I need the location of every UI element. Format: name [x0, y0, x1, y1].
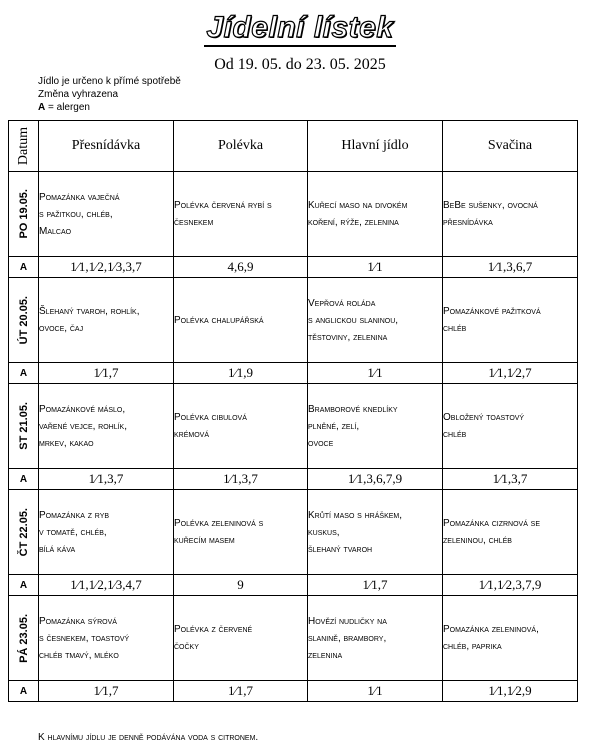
meal-cell — [443, 278, 578, 363]
meal-text: Polévka zeleninová s kuřecím masem — [174, 518, 264, 546]
day-row — [9, 172, 578, 257]
meal-cell — [443, 172, 578, 257]
meal-text: Polévka červená rybí s česnekem — [174, 200, 272, 228]
header-main-dish: Hlavní jídlo — [308, 121, 443, 172]
meal-cell — [443, 596, 578, 681]
allergen-cell: 1⁄1 — [308, 257, 443, 278]
allergen-row — [9, 575, 578, 596]
meal-text: BeBe sušenky, ovocná přesnídávka — [443, 200, 538, 228]
allergen-cell: 4,6,9 — [174, 257, 308, 278]
allergen-row-label: A — [9, 469, 39, 490]
meal-cell — [174, 278, 308, 363]
allergen-cell: 1⁄1,3,6,7 — [443, 257, 578, 278]
day-label: PÁ 23.05. — [17, 613, 30, 663]
meal-cell — [39, 384, 174, 469]
allergen-row-label: A — [9, 257, 39, 278]
meal-cell — [174, 172, 308, 257]
allergen-row — [9, 469, 578, 490]
day-label: ČT 22.05. — [17, 507, 30, 557]
meal-cell — [308, 172, 443, 257]
allergen-cell: 1⁄1,7 — [39, 681, 174, 702]
title-wrap — [0, 12, 600, 47]
meal-cell — [174, 384, 308, 469]
day-row — [9, 596, 578, 681]
allergen-cell: 1⁄1,3,7 — [39, 469, 174, 490]
note-allergen — [38, 101, 181, 114]
day-row — [9, 278, 578, 363]
day-cell — [9, 596, 39, 681]
notes-block — [38, 75, 181, 114]
allergen-cell: 1⁄1 — [308, 681, 443, 702]
page-title: Jídelní lístek — [204, 12, 395, 47]
allergen-key-text: = alergen — [45, 102, 90, 113]
meal-cell — [39, 490, 174, 575]
meal-text: Polévka z červené čočky — [174, 624, 253, 652]
day-label: ÚT 20.05. — [17, 295, 30, 345]
date-range: Od 19. 05. do 23. 05. 2025 — [214, 56, 386, 73]
allergen-cell: 1⁄1,1⁄2,1⁄3,3,7 — [39, 257, 174, 278]
allergen-key: A — [38, 102, 46, 113]
allergen-cell: 1⁄1,3,6,7,9 — [308, 469, 443, 490]
allergen-cell: 1⁄1,7 — [308, 575, 443, 596]
meal-text: Pomazánkové pažitková chléb — [443, 306, 541, 334]
allergen-cell: 1⁄1,3,7 — [174, 469, 308, 490]
allergen-row-label: A — [9, 575, 39, 596]
meal-cell — [443, 490, 578, 575]
meal-cell — [39, 596, 174, 681]
day-cell — [9, 278, 39, 363]
meal-cell — [174, 596, 308, 681]
meal-cell — [308, 596, 443, 681]
allergen-row — [9, 363, 578, 384]
day-cell — [9, 384, 39, 469]
meal-cell — [308, 384, 443, 469]
allergen-cell: 1⁄1,1⁄2,7 — [443, 363, 578, 384]
meal-text: Pomazánka vaječná s pažitkou, chléb, Malcao — [39, 191, 120, 237]
allergen-row-label: A — [9, 363, 39, 384]
meal-text: Polévka cibulová krémová — [174, 412, 247, 440]
meal-text: Vepřová roláda s anglickou slaninou, těstoviny, zelenina — [308, 297, 399, 343]
meal-text: Pomazánka z ryb v tomatě, chléb, bílá káva — [39, 509, 110, 555]
meal-text: Bramborové knedlíky plněné, zelí, ovoce — [308, 403, 398, 449]
header-snack-afternoon: Svačina — [443, 121, 578, 172]
meal-text: Pomazánka zeleninová, chléb, paprika — [443, 624, 539, 652]
note-change: Změna vyhrazena — [38, 89, 119, 100]
allergen-cell: 1⁄1,1⁄2,9 — [443, 681, 578, 702]
meal-text: Kuřecí maso na divokém koření, rýže, zelenina — [308, 200, 408, 228]
day-row — [9, 384, 578, 469]
header-datum-label: Datum — [15, 126, 31, 166]
meal-text: Šlehaný tvaroh, rohlík, ovoce, čaj — [39, 306, 140, 334]
header-datum — [9, 121, 39, 172]
allergen-cell: 1⁄1,1⁄2,1⁄3,4,7 — [39, 575, 174, 596]
day-label: PO 19.05. — [17, 189, 30, 239]
allergen-cell: 1⁄1,7 — [39, 363, 174, 384]
meal-text: Krůtí maso s hráškem, kuskus, šlehaný tvaroh — [308, 509, 403, 555]
allergen-cell: 1⁄1,9 — [174, 363, 308, 384]
allergen-row — [9, 257, 578, 278]
note-consumption: Jídlo je určeno k přímé spotřebě — [38, 76, 181, 87]
menu-body — [9, 172, 578, 702]
meal-text: Pomazánka cizrnová se zeleninou, chléb — [443, 518, 541, 546]
meal-text: Pomazánkové máslo, vařené vejce, rohlík, mrkev, kakao — [39, 403, 128, 449]
day-cell — [9, 172, 39, 257]
meal-cell — [174, 490, 308, 575]
day-cell — [9, 490, 39, 575]
allergen-cell: 1⁄1,3,7 — [443, 469, 578, 490]
day-row — [9, 490, 578, 575]
menu-table — [8, 120, 578, 702]
allergen-cell: 1⁄1,7 — [174, 681, 308, 702]
day-label: ST 21.05. — [17, 402, 30, 450]
meal-cell — [308, 490, 443, 575]
allergen-cell: 9 — [174, 575, 308, 596]
header-snack-morning: Přesnídávka — [39, 121, 174, 172]
meal-text: Pomazánka sýrová s česnekem, toastový chléb tmavý, mléko — [39, 615, 130, 661]
allergen-cell: 1⁄1 — [308, 363, 443, 384]
meal-cell — [39, 278, 174, 363]
allergen-row — [9, 681, 578, 702]
meal-text: Polévka chalupářská — [174, 314, 264, 326]
meal-cell — [443, 384, 578, 469]
header-soup: Polévka — [174, 121, 308, 172]
header-row — [9, 121, 578, 172]
allergen-cell: 1⁄1,1⁄2,3,7,9 — [443, 575, 578, 596]
allergen-row-label: A — [9, 681, 39, 702]
meal-text: Obložený toastový chléb — [443, 412, 525, 440]
footer-note: K hlavnímu jídlu je denně podávána voda s citronem. — [38, 732, 259, 743]
meal-cell — [39, 172, 174, 257]
meal-text: Hovězí nudličky na slanině, brambory, zelenina — [308, 615, 387, 661]
meal-cell — [308, 278, 443, 363]
